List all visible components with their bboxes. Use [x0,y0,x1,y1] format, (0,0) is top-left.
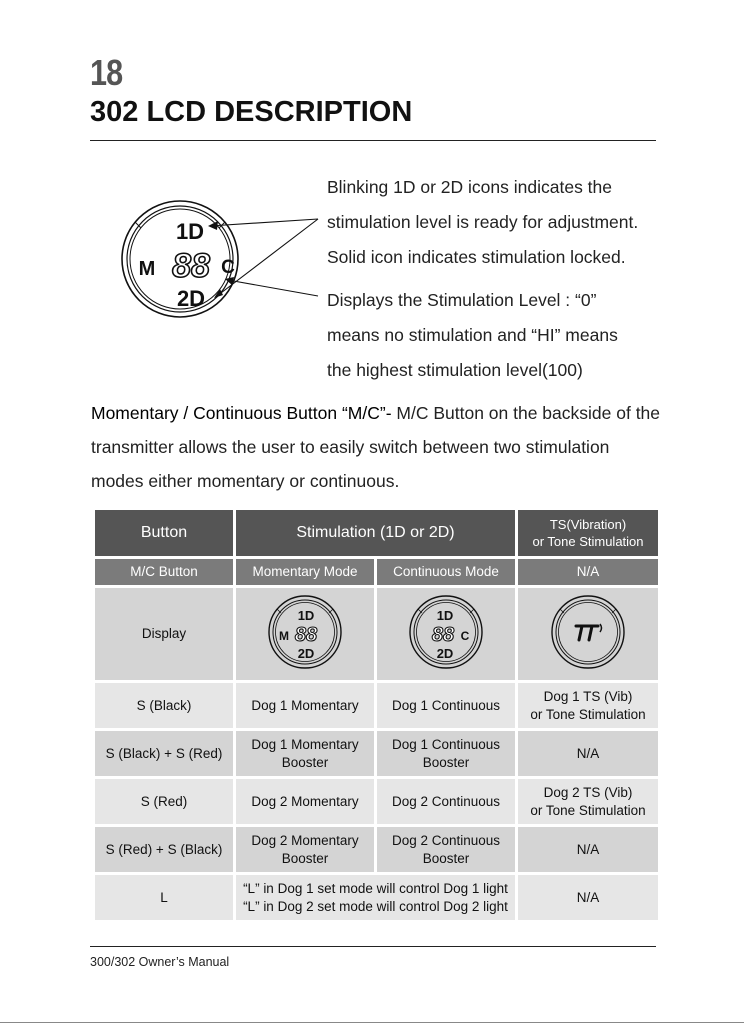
cell-line: N/A [576,745,600,761]
row-momentary [236,731,374,776]
page-title: 302 LCD DESCRIPTION [90,96,413,128]
level-description [327,283,667,388]
blink-line: Blinking 1D or 2D icons indicates the [327,177,613,197]
cell-line: N/A [576,841,600,857]
header-ts-line: or Tone Stimulation [532,534,644,549]
lcd-diagram [110,170,330,380]
diagram-label-c: C [221,257,235,278]
diagram-digits: 88 [172,247,210,285]
row-ts [518,827,658,872]
continuous-2d: 2D [436,645,454,661]
cell-line: Dog 1 Momentary [251,736,359,752]
cell-line: or Tone Stimulation [530,802,646,818]
page-edge-line [0,1022,744,1023]
subheader-momentary: Momentary Mode [236,559,374,585]
cell-line: Dog 2 TS (Vib) [543,784,633,800]
button-function-table [92,507,661,923]
diagram-label-2d: 2D [176,286,206,311]
momentary-digits: 88 [294,623,318,646]
footer-text: 300/302 Owner’s Manual [90,955,230,969]
row-continuous [377,731,515,776]
cell-line: Dog 2 Momentary [251,832,359,848]
paragraph-lead: Momentary / Continuous Button “M/C”- [91,403,392,423]
row-ts: N/A [518,875,658,920]
row-light-control [236,875,515,920]
cell-line: Booster [281,850,329,866]
row-button: S (Black) [95,683,233,728]
cell-line: Booster [422,754,470,770]
mc-button-paragraph [91,396,661,498]
row-momentary [236,827,374,872]
subheader-ts: N/A [518,559,658,585]
header-ts [518,510,658,556]
row-button: S (Black) + S (Red) [95,731,233,776]
cell-line: Dog 1 TS (Vib) [543,688,633,704]
cell-line: Dog 1 Continuous [391,697,501,713]
cell-line: Booster [422,850,470,866]
table-row [95,683,658,728]
row-continuous [377,827,515,872]
diagram-label-m: M [138,258,156,280]
cell-line: “L” in Dog 2 set mode will control Dog 2 light [243,898,508,914]
display-label: Display [95,588,233,680]
blink-line: Solid icon indicates stimulation locked. [327,247,626,267]
table-row [95,875,658,920]
header-button: Button [95,510,233,556]
continuous-digits: 88 [431,623,455,646]
title-divider [90,140,656,141]
cell-line: Dog 2 Momentary [251,793,359,809]
table-header-row [95,510,658,556]
display-ts [518,588,658,680]
table-row [95,779,658,824]
cell-line: Dog 2 Continuous [391,832,501,848]
level-line: the highest stimulation level(100) [327,360,583,380]
continuous-c: C [460,628,470,643]
row-ts [518,683,658,728]
row-button: S (Red) + S (Black) [95,827,233,872]
continuous-1d: 1D [436,607,454,623]
blink-line: stimulation level is ready for adjustment. [327,212,639,232]
row-continuous [377,683,515,728]
header-stimulation: Stimulation (1D or 2D) [236,510,515,556]
subheader-continuous: Continuous Mode [377,559,515,585]
display-continuous [377,588,515,680]
subheader-button: M/C Button [95,559,233,585]
diagram-label-1d: 1D [175,219,205,244]
row-momentary [236,779,374,824]
momentary-1d: 1D [297,607,315,623]
level-line: Displays the Stimulation Level : “0” [327,290,597,310]
row-ts [518,779,658,824]
cell-line: Dog 1 Momentary [251,697,359,713]
level-line: means no stimulation and “HI” means [327,325,618,345]
vibration-tone-icon [538,592,638,672]
page-number: 18 [90,52,123,93]
momentary-2d: 2D [297,645,315,661]
row-ts [518,731,658,776]
paragraph-text: M/C Button on the backside of the transmitter allows the user to easily switch between two stimulation modes either momentary or continuous. [91,403,661,491]
cell-line: Booster [281,754,329,770]
lcd-continuous-icon [396,592,496,672]
lcd-momentary-icon [255,592,355,672]
momentary-m: M [279,628,289,643]
footer-divider [90,946,656,947]
cell-line: or Tone Stimulation [530,706,646,722]
row-continuous [377,779,515,824]
table-subheader-row [95,559,658,585]
row-button: L [95,875,233,920]
blink-description [327,170,667,275]
table-row [95,731,658,776]
cell-line: “L” in Dog 1 set mode will control Dog 1 light [243,880,508,896]
row-momentary [236,683,374,728]
cell-line: Dog 1 Continuous [391,736,501,752]
cell-line: Dog 2 Continuous [391,793,501,809]
header-ts-line: TS(Vibration) [549,517,627,532]
table-row-display [95,588,658,680]
table-row [95,827,658,872]
row-button: S (Red) [95,779,233,824]
display-momentary [236,588,374,680]
